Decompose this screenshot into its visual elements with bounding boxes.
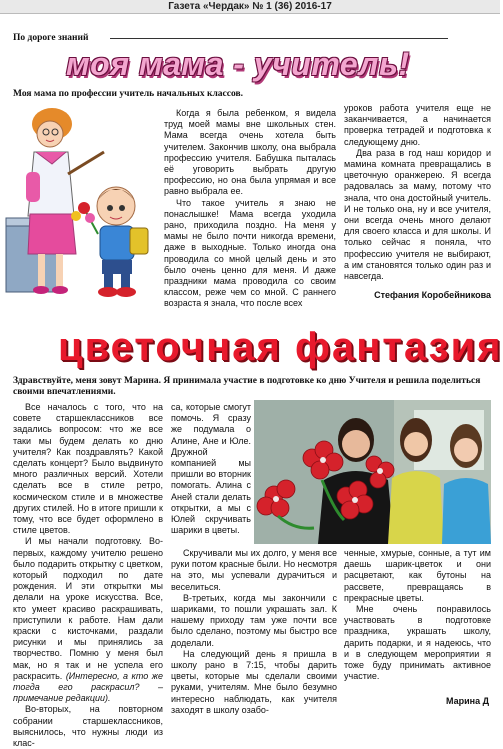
paragraph: Что такое учитель я знаю не понаслышке! Мама всегда уходила рано, приходила поздно. На меня у мамы не было почти никогда времени, даже в выходные. Только иногда она проводила со мной целый день и это было очень ценно для меня. И даже праздники мама проводила со своим классом, реже чем со мной. С раннего возраста я знала, что после всех [164,197,336,309]
paragraph: Все началось с того, что на совете старшеклассников все задались вопросом: что же все таки мы будем делать ко дню учителя? Как поздравлять? Какой сделать концерт? Было выдвинуто много различных версий. Хотели сделать все в стиле ретро, космическом стиле и в множестве других стилей. Но в итоге пришли к тому, что все будет оформлено в стиле цветов. [13,402,163,536]
editorial-note: (Интересно, а кто же тогда его раскрасил? – примечание редакции). [13,670,163,704]
section-divider [110,38,448,39]
article2-intro: Здравствуйте, меня зовут Марина. Я принимала участие в подготовке ко дню Учителя и решила поделиться своими впечатлениями. [13,376,481,397]
paragraph: уроков работа учителя еще не заканчивается, а начинается проверка тетрадей и подготовка к следующему дню. [344,103,491,147]
newspaper-title: Газета «Чердак» № 1 (36) 2016-17 [168,1,332,12]
paragraph: Два раза в год наш коридор и мамина комната превращались в цветочную оранжерею. Я всегда радовалась за маму, потому что знала, что она достойный учитель. И не только она, ну и все учителя, они всегда очень много делают для своего класса и для школы. И только сейчас я поняла, что профессию учителя не выбирают, а им становятся только один раз и навсегда. [344,147,491,282]
paragraph: Мне очень понравилось участвовать в подготовке праздника, украшать школу, дарить подарки, и я надеюсь, что и в следующем мероприятии я тоже буду принимать активное участие. [344,604,491,682]
article2-column-2 [171,402,251,536]
section-label: По дорогe знаний [13,33,89,43]
teacher-illustration [6,104,164,304]
paragraph: На следующий день я пришла в школу рано в 7:15, чтобы дарить цветы, которые мы сделали своими руками, учителям. Мне было безумно интересно наблюдать, как учителя заходят в школу озабо- [171,648,337,715]
paragraph: В-третьих, когда мы закончили с шариками, то пошли украшать зал. К нашему приходу там уже почти все было сделано, поэтому мы быстро все доделали. [171,592,337,648]
balloon-flowers-photo [254,400,491,544]
paragraph: Во-вторых, на повторном собрании старшеклассников, выяснилось, что нужны люди из клас- [13,704,163,749]
paragraph: Скручивали мы их долго, у меня все руки потом красные были. Но несмотря на это, мы успевали дурачиться и веселиться. [171,548,337,592]
article1-column-1 [164,108,336,310]
article2-column-4 [344,548,491,682]
article1-headline: моя мама - учитель! [66,46,410,82]
paragraph: ченные, хмурые, сонные, а тут им даешь шарик-цветок и они расцветают, как бутоны на рассвете, превращаясь в прекрасные цветы. [344,548,491,603]
article2-column-3 [171,548,337,716]
article2-headline: цветочная фантазия [58,325,503,369]
article1-column-2 [344,103,491,282]
article2-column-1 [13,402,163,749]
article1-subtitle: Моя мама по профессии учитель начальных классов. [13,89,243,99]
paragraph [13,536,163,704]
paragraph: Когда я была ребенком, я видела труд моей мамы вне школьных стен. Мама всегда очень хотела быть учителем. Закончив школу, она выбрала профессию учителя. Бабушка пыталась её уговорить выбрать другую профессию, но она была упрямая и все равно выбрала ее. [164,108,336,197]
article1-signature: Стефания Коробейникова [374,290,491,300]
paragraph: са, которые смогут помочь. Я сразу же подумала о Алине, Ане и Юле. Дружной компанией мы пришли во вторник помогать. Алина с Аней стали делать открытки, а мы с Юлей скручивать шарики в цветы. [171,402,251,536]
paragraph-text: И мы начали подготовку. Во-первых, каждому учителю решено было подарить открытку с цветком, который подходил по дате рождения. И эти открытки мы делали на уроке искусства. Все, кто умеет красиво раскрашивать, приступили к работе. Нам дали краски с кисточками, раздали рисунки и мы принялись за творчество. Помню у меня был мак, но я так и не успела его раскрасить. [13,536,163,681]
article2-signature: Марина Д [446,696,489,706]
